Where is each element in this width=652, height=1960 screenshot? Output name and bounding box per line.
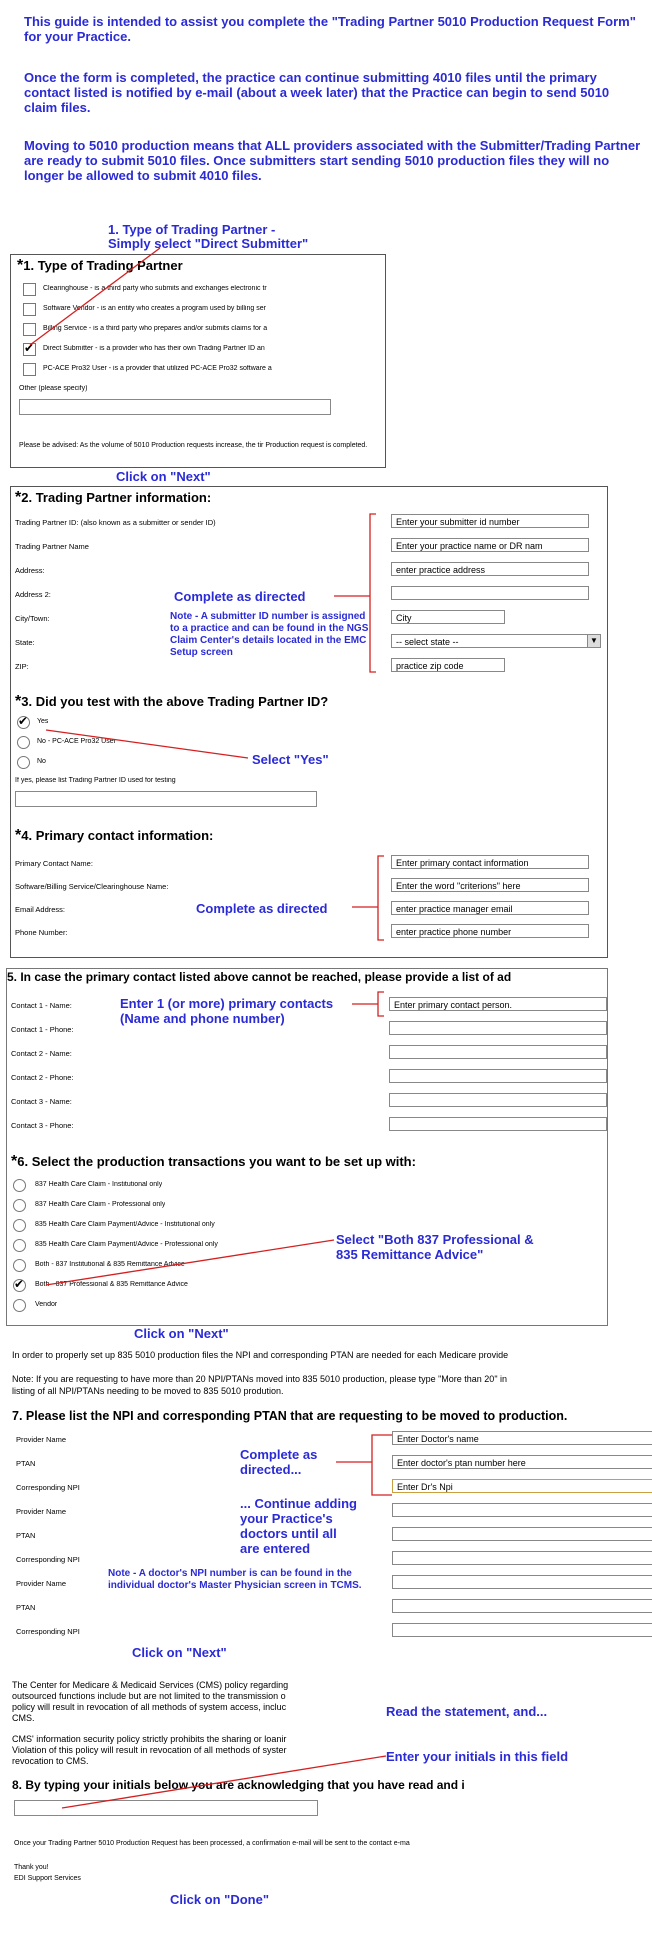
section7-callout2-line1: ... Continue adding bbox=[240, 1496, 357, 1511]
section1-next-callout: Click on "Next" bbox=[116, 469, 211, 484]
label-ptan-1: PTAN bbox=[16, 1459, 36, 1468]
policy1-line4: CMS. bbox=[12, 1713, 35, 1723]
section1-title: *1. Type of Trading Partner bbox=[17, 257, 183, 274]
section7-bracket bbox=[372, 1435, 392, 1495]
label-contact2-name: Contact 2 - Name: bbox=[11, 1049, 72, 1058]
section2-note: Note - A submitter ID number is assigned to a practice and can be found in the NGS Claim Center's details located in the EMC Setup screen bbox=[170, 611, 369, 658]
label-contact1-phone: Contact 1 - Phone: bbox=[11, 1025, 74, 1034]
label-npi-3: Corresponding NPI bbox=[16, 1627, 80, 1636]
email-input[interactable]: enter practice manager email bbox=[391, 901, 589, 915]
zip-input[interactable]: practice zip code bbox=[391, 658, 505, 672]
primary-contact-input[interactable]: Enter primary contact information bbox=[391, 855, 589, 869]
radio-label-no-pc-ace: No - PC-ACE Pro32 User bbox=[37, 738, 116, 745]
label-npi-2: Corresponding NPI bbox=[16, 1555, 80, 1564]
checkmark-icon: ✔ bbox=[24, 341, 35, 355]
section7-intro: In order to properly set up 835 5010 production files the NPI and corresponding PTAN are needed for each Medicare provide bbox=[12, 1350, 509, 1360]
section3-callout: Select "Yes" bbox=[252, 752, 329, 767]
label-address-2: Address 2: bbox=[15, 590, 51, 599]
section6-callout-line1: Select "Both 837 Professional & bbox=[336, 1232, 534, 1247]
label-software-billing: Software/Billing Service/Clearinghouse Name: bbox=[15, 882, 169, 891]
section7-callout1-line2: directed... bbox=[240, 1462, 302, 1477]
section5-callout-line2: (Name and phone number) bbox=[120, 1011, 285, 1026]
option-label-clearinghouse: Clearinghouse - is a third party who submits and exchanges electronic tr bbox=[43, 285, 267, 292]
section7-callout2-line4: are entered bbox=[240, 1541, 311, 1556]
label-provider-name-1: Provider Name bbox=[16, 1435, 67, 1444]
section7-next-callout: Click on "Next" bbox=[132, 1645, 227, 1660]
policy1-line1: The Center for Medicare & Medicaid Services (CMS) policy regarding bbox=[12, 1680, 289, 1690]
section7-callout2-line2: your Practice's bbox=[240, 1511, 333, 1526]
option-label-direct-submitter: Direct Submitter - is a provider who has their own Trading Partner ID an bbox=[43, 345, 265, 352]
label-phone: Phone Number: bbox=[15, 928, 68, 937]
npi-1-input[interactable]: Enter Dr's Npi bbox=[392, 1479, 652, 1493]
intro-paragraph-1: This guide is intended to assist you complete the "Trading Partner 5010 Production Request Form" for your Practice. bbox=[24, 14, 636, 44]
label-city: City/Town: bbox=[15, 614, 50, 623]
label-trading-partner-id: Trading Partner ID: (also known as a submitter or sender ID) bbox=[15, 518, 216, 527]
thank-you-text: Thank you! bbox=[14, 1864, 49, 1871]
initials-callout: Enter your initials in this field bbox=[386, 1749, 569, 1764]
policy2-line2: Violation of this policy will result in revocation of all methods of syster bbox=[12, 1745, 287, 1755]
section7-callout1-line1: Complete as bbox=[240, 1447, 318, 1462]
section1-pointer-line bbox=[30, 248, 160, 345]
section6-pointer-line bbox=[46, 1240, 334, 1285]
section4-title: *4. Primary contact information: bbox=[15, 827, 214, 844]
label-address: Address: bbox=[15, 566, 45, 575]
label-ptan-3: PTAN bbox=[16, 1603, 36, 1612]
provider-name-1-input[interactable]: Enter Doctor's name bbox=[392, 1431, 652, 1445]
section5-title: 5. In case the primary contact listed above cannot be reached, please provide a list of ad bbox=[7, 970, 512, 984]
read-statement-callout: Read the statement, and... bbox=[386, 1704, 548, 1719]
section7-callout2-line3: doctors until all bbox=[240, 1526, 337, 1541]
address-input[interactable]: enter practice address bbox=[391, 562, 589, 576]
section1-callout-title: 1. Type of Trading Partner - bbox=[108, 222, 276, 237]
section4-bracket bbox=[378, 856, 384, 940]
option-label-software-vendor: Software Vendor - is an entity who creates a program used by billing ser bbox=[43, 305, 266, 312]
contact1-name-input[interactable]: Enter primary contact person. bbox=[389, 997, 607, 1011]
signature-text: EDI Support Services bbox=[14, 1875, 81, 1882]
policy1-line3: policy will result in revocation of all methods of system access, incluc bbox=[12, 1702, 287, 1712]
intro-paragraph-3: Moving to 5010 production means that ALL providers associated with the Submitter/Trading Partner are ready to submit 5010 files. Once submitters start sending 5010 production files they will no longer be allowed to submit 4010 files. bbox=[24, 138, 641, 183]
option-label-pc-ace-user: PC-ACE Pro32 User - is a provider that utilized PC-ACE Pro32 software a bbox=[43, 365, 272, 372]
radio-label-837-professional: 837 Health Care Claim - Professional only bbox=[35, 1201, 166, 1208]
policy2-line1: CMS' information security policy strictly prohibits the sharing or loanir bbox=[12, 1734, 287, 1744]
radio-label-both-institutional: Both - 837 Institutional & 835 Remittance Advice bbox=[35, 1261, 185, 1268]
label-state: State: bbox=[15, 638, 35, 647]
policy2-line3: revocation to CMS. bbox=[12, 1756, 89, 1766]
confirmation-text: Once your Trading Partner 5010 Production Request has been processed, a confirmation e-mail will be sent to the contact e-ma bbox=[14, 1840, 410, 1847]
section2-title: *2. Trading Partner information: bbox=[15, 489, 212, 506]
label-provider-name-2: Provider Name bbox=[16, 1507, 67, 1516]
section2-callout: Complete as directed bbox=[174, 589, 306, 604]
section7-title: 7. Please list the NPI and corresponding PTAN that are requesting to be moved to production. bbox=[12, 1409, 568, 1423]
section7-note-line2: listing of all NPI/PTANs needing to be moved to 835 5010 prodution. bbox=[12, 1386, 284, 1396]
checkmark-icon: ✔ bbox=[14, 1277, 25, 1291]
section7-note: Note - A doctor's NPI number is can be found in the individual doctor's Master Physician screen in TCMS. bbox=[108, 1568, 362, 1591]
label-contact2-phone: Contact 2 - Phone: bbox=[11, 1073, 74, 1082]
section8-title: 8. By typing your initials below you are acknowledging that you have read and i bbox=[12, 1778, 465, 1792]
section2-bracket bbox=[370, 514, 376, 672]
section6-next-callout: Click on "Next" bbox=[134, 1326, 229, 1341]
section3-title: *3. Did you test with the above Trading Partner ID? bbox=[15, 693, 329, 710]
other-label: Other (please specify) bbox=[19, 385, 88, 392]
section7-note-line1: Note: If you are requesting to have more than 20 NPI/PTANs moved into 835 5010 production, please type "More than 20" in bbox=[12, 1374, 508, 1384]
section3-pointer-line bbox=[46, 730, 248, 758]
done-callout: Click on "Done" bbox=[170, 1892, 270, 1907]
if-yes-label: If yes, please list Trading Partner ID used for testing bbox=[15, 777, 176, 784]
label-primary-contact: Primary Contact Name: bbox=[15, 859, 93, 868]
label-provider-name-3: Provider Name bbox=[16, 1579, 67, 1588]
policy1-line2: outsourced functions include but are not limited to the transmission o bbox=[12, 1691, 286, 1701]
software-billing-input[interactable]: Enter the word "criterions" here bbox=[391, 878, 589, 892]
radio-label-837-institutional: 837 Health Care Claim - Institutional only bbox=[35, 1181, 163, 1188]
section5-callout-line1: Enter 1 (or more) primary contacts bbox=[120, 996, 334, 1011]
label-zip: ZIP: bbox=[15, 662, 29, 671]
label-contact3-name: Contact 3 - Name: bbox=[11, 1097, 72, 1106]
trading-partner-id-input[interactable]: Enter your submitter id number bbox=[391, 514, 589, 528]
label-contact3-phone: Contact 3 - Phone: bbox=[11, 1121, 74, 1130]
section6-callout-line2: 835 Remittance Advice" bbox=[336, 1247, 484, 1262]
label-contact1-name: Contact 1 - Name: bbox=[11, 1001, 72, 1010]
chevron-down-icon[interactable]: ▼ bbox=[587, 635, 600, 647]
radio-label-835-institutional: 835 Health Care Claim Payment/Advice - Institutional only bbox=[35, 1221, 215, 1228]
label-npi-1: Corresponding NPI bbox=[16, 1483, 80, 1492]
section4-callout: Complete as directed bbox=[196, 901, 328, 916]
trading-partner-name-input[interactable]: Enter your practice name or DR nam bbox=[391, 538, 589, 552]
city-input[interactable]: City bbox=[391, 610, 505, 624]
state-select-value: -- select state -- bbox=[396, 637, 459, 647]
section5-bracket bbox=[378, 992, 384, 1016]
label-ptan-2: PTAN bbox=[16, 1531, 36, 1540]
option-label-billing-service: Billing Service - is a third party who prepares and/or submits claims for a bbox=[43, 325, 268, 332]
radio-label-both-professional: Both - 837 Professional & 835 Remittance Advice bbox=[35, 1281, 188, 1288]
label-email: Email Address: bbox=[15, 905, 66, 914]
radio-label-vendor: Vendor bbox=[35, 1301, 58, 1308]
label-trading-partner-name: Trading Partner Name bbox=[15, 542, 89, 551]
radio-label-no: No bbox=[37, 758, 46, 765]
section1-note: Please be advised: As the volume of 5010 Production requests increase, the tir Production request is completed. bbox=[19, 442, 368, 449]
section1-callout-instruction: Simply select "Direct Submitter" bbox=[108, 236, 309, 251]
intro-paragraph-2: Once the form is completed, the practice can continue submitting 4010 files until the primary contact listed is notified by e-mail (about a week later) that the Practice can begin to send 5010 claim files. bbox=[24, 70, 610, 115]
radio-label-835-professional: 835 Health Care Claim Payment/Advice - Professional only bbox=[35, 1241, 218, 1248]
section6-title: *6. Select the production transactions you want to be set up with: bbox=[11, 1153, 416, 1170]
phone-input[interactable]: enter practice phone number bbox=[391, 924, 589, 938]
checkmark-icon: ✔ bbox=[18, 714, 29, 728]
radio-label-yes: Yes bbox=[37, 718, 49, 725]
ptan-1-input[interactable]: Enter doctor's ptan number here bbox=[392, 1455, 652, 1469]
section8-pointer-line bbox=[62, 1756, 386, 1808]
